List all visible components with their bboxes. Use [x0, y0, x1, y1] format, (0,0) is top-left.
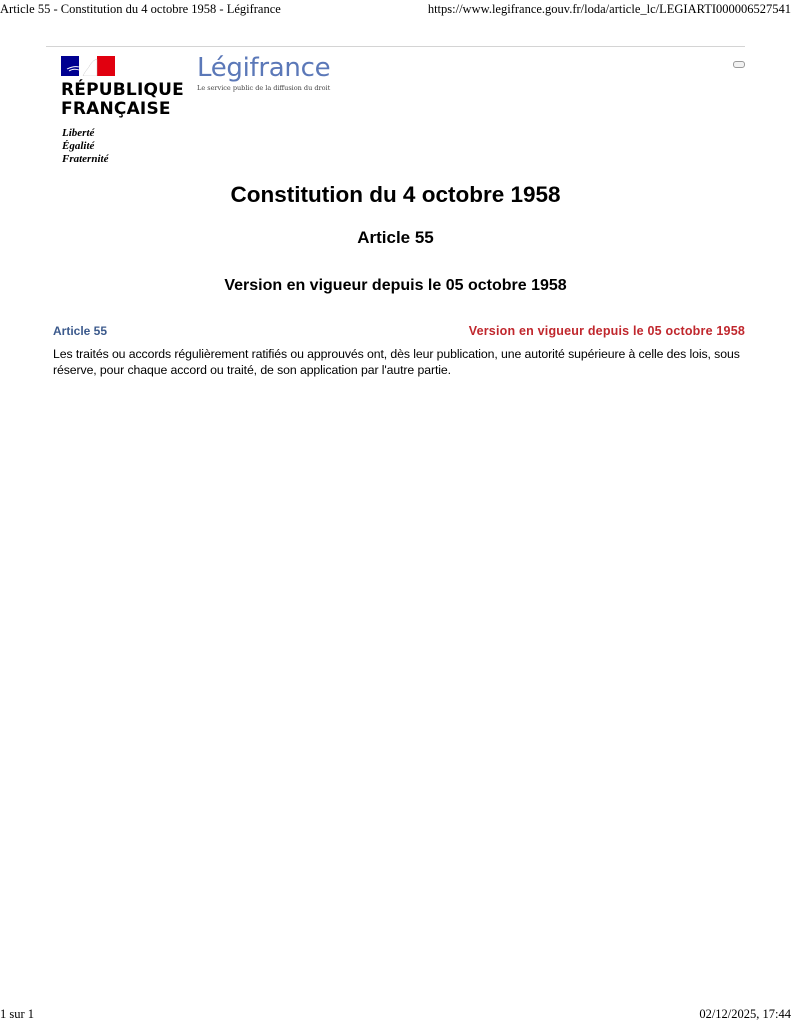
- republique-line: RÉPUBLIQUE: [61, 80, 184, 100]
- article-text: Les traités ou accords régulièrement ratifiés ou approuvés ont, dès leur publication, une autorité supérieure à celle des lois, sous réserve, pour chaque accord ou traité, de son application par l'autre partie.: [53, 347, 740, 377]
- article-version-badge: Version en vigueur depuis le 05 octobre 1958: [468, 324, 745, 338]
- republique-francaise-logo[interactable]: [61, 56, 193, 166]
- devise: [61, 127, 193, 166]
- article-page: [46, 46, 745, 377]
- legifrance-wordmark: Légifrance: [197, 53, 331, 83]
- article-label[interactable]: Article 55: [53, 324, 108, 338]
- version-heading: Version en vigueur depuis le 05 octobre 1958: [224, 277, 567, 294]
- print-url: https://www.legifrance.gouv.fr/loda/article_lc/LEGIARTI000006527541: [427, 2, 791, 16]
- print-page-count: 1 sur 1: [0, 1007, 35, 1021]
- print-datetime: 02/12/2025, 17:44: [699, 1007, 791, 1021]
- devise-liberte: Liberté: [62, 127, 95, 139]
- menu-toggle-button[interactable]: [733, 61, 745, 68]
- francaise-line: FRANÇAISE: [61, 99, 171, 119]
- republique-francaise-wordmark: [61, 81, 193, 119]
- devise-fraternite: Fraternité: [62, 153, 109, 165]
- legifrance-logo[interactable]: [197, 53, 330, 92]
- legifrance-tagline: Le service public de la diffusion du droit: [197, 84, 331, 92]
- document-title: Constitution du 4 octobre 1958: [230, 182, 561, 207]
- print-page-title: Article 55 - Constitution du 4 octobre 1958 - Légifrance: [0, 2, 281, 16]
- marianne-flag-icon: [61, 56, 115, 76]
- article-heading: Article 55: [357, 228, 434, 247]
- devise-egalite: Égalité: [62, 140, 95, 152]
